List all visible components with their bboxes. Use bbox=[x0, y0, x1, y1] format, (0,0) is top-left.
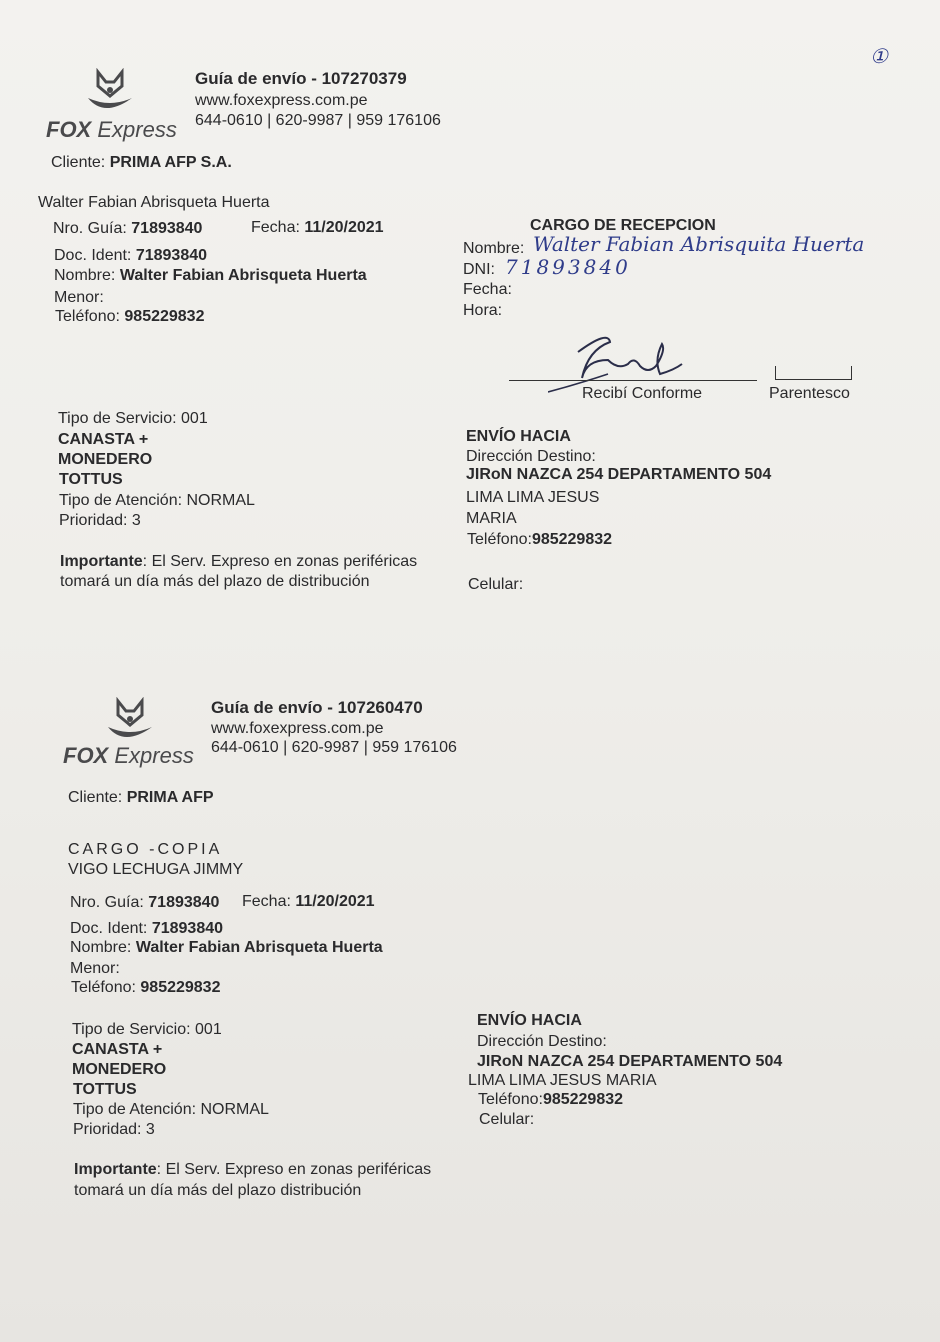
cargo-recepcion-title: CARGO DE RECEPCION bbox=[530, 217, 716, 234]
fox-logo-icon bbox=[104, 697, 156, 747]
telefono: Teléfono: 985229832 bbox=[55, 308, 205, 325]
cargo-copia: CARGO -COPIA bbox=[68, 841, 223, 858]
service-line-3: TOTTUS bbox=[73, 1081, 137, 1098]
parentesco-tick-right bbox=[851, 366, 852, 380]
cargo-nombre-label: Nombre: bbox=[463, 240, 525, 257]
envio-telefono: Teléfono:985229832 bbox=[467, 531, 613, 548]
direccion-label: Dirección Destino: bbox=[477, 1033, 607, 1050]
guide-title: Guía de envío - 107270379 bbox=[195, 69, 407, 88]
fox-logo-icon bbox=[84, 68, 136, 118]
fox-express-logo-text: FOX Express bbox=[63, 743, 194, 768]
phone-numbers: 644-0610 | 620-9987 | 959 176106 bbox=[211, 739, 457, 756]
fox-express-logo-text: FOX Express bbox=[46, 117, 177, 142]
recibi-conforme: Recibí Conforme bbox=[582, 385, 703, 402]
doc-ident: Doc. Ident: 71893840 bbox=[70, 920, 224, 937]
envio-hacia-title: ENVÍO HACIA bbox=[477, 1012, 582, 1029]
direccion-line-1: JIRoN NAZCA 254 DEPARTAMENTO 504 bbox=[466, 466, 772, 483]
parentesco-line bbox=[775, 379, 852, 380]
importante-line-1: Importante: El Serv. Expreso en zonas periféricas bbox=[60, 553, 418, 570]
parentesco: Parentesco bbox=[769, 385, 850, 402]
direccion-label: Dirección Destino: bbox=[466, 448, 596, 465]
fecha: Fecha: 11/20/2021 bbox=[251, 219, 384, 236]
service-line-1: CANASTA + bbox=[58, 431, 149, 448]
fecha: Fecha: 11/20/2021 bbox=[242, 893, 375, 910]
cargo-fecha-label: Fecha: bbox=[463, 281, 512, 298]
service-line-3: TOTTUS bbox=[59, 471, 123, 488]
handwritten-dni: 71893840 bbox=[505, 255, 631, 279]
page-number-mark: ① bbox=[870, 44, 888, 68]
cargo-hora-label: Hora: bbox=[463, 302, 503, 319]
signature-line bbox=[509, 380, 757, 381]
menor: Menor: bbox=[54, 289, 104, 306]
cliente-line: Cliente: PRIMA AFP bbox=[68, 789, 214, 806]
telefono: Teléfono: 985229832 bbox=[71, 979, 221, 996]
direccion-line-2: LIMA LIMA JESUS MARIA bbox=[468, 1072, 657, 1089]
person-name: Walter Fabian Abrisqueta Huerta bbox=[38, 194, 270, 211]
tipo-servicio: Tipo de Servicio: 001 bbox=[58, 410, 208, 427]
prioridad: Prioridad: 3 bbox=[73, 1121, 155, 1138]
envio-hacia-title: ENVÍO HACIA bbox=[466, 428, 571, 445]
importante-line-1: Importante: El Serv. Expreso en zonas periféricas bbox=[74, 1161, 432, 1178]
service-line-1: CANASTA + bbox=[72, 1041, 163, 1058]
service-line-2: MONEDERO bbox=[58, 451, 153, 468]
direccion-line-2: LIMA LIMA JESUS bbox=[466, 489, 600, 506]
parentesco-tick-left bbox=[775, 366, 776, 380]
direccion-line-1: JIRoN NAZCA 254 DEPARTAMENTO 504 bbox=[477, 1053, 783, 1070]
celular: Celular: bbox=[479, 1111, 535, 1128]
service-line-2: MONEDERO bbox=[72, 1061, 167, 1078]
importante-line-2: tomará un día más del plazo de distribución bbox=[60, 573, 370, 590]
nombre: Nombre: Walter Fabian Abrisqueta Huerta bbox=[54, 267, 367, 284]
cargo-dni-label: DNI: bbox=[463, 261, 495, 278]
nombre: Nombre: Walter Fabian Abrisqueta Huerta bbox=[70, 939, 383, 956]
cliente-line: Cliente: PRIMA AFP S.A. bbox=[51, 154, 232, 171]
person-name: VIGO LECHUGA JIMMY bbox=[68, 861, 244, 878]
direccion-line-3: MARIA bbox=[466, 510, 517, 527]
guide-title: Guía de envío - 107260470 bbox=[211, 698, 423, 717]
menor: Menor: bbox=[70, 960, 120, 977]
tipo-atencion: Tipo de Atención: NORMAL bbox=[73, 1101, 269, 1118]
website: www.foxexpress.com.pe bbox=[195, 92, 368, 109]
nro-guia: Nro. Guía: 71893840 bbox=[70, 894, 220, 911]
envio-telefono: Teléfono:985229832 bbox=[478, 1091, 624, 1108]
importante-line-2: tomará un día más del plazo distribución bbox=[74, 1182, 362, 1199]
tipo-servicio: Tipo de Servicio: 001 bbox=[72, 1021, 222, 1038]
phone-numbers: 644-0610 | 620-9987 | 959 176106 bbox=[195, 112, 441, 129]
celular: Celular: bbox=[468, 576, 524, 593]
nro-guia: Nro. Guía: 71893840 bbox=[53, 220, 203, 237]
handwritten-name: Walter Fabian Abrisquita Huerta bbox=[533, 232, 865, 256]
tipo-atencion: Tipo de Atención: NORMAL bbox=[59, 492, 255, 509]
website: www.foxexpress.com.pe bbox=[211, 720, 384, 737]
doc-ident: Doc. Ident: 71893840 bbox=[54, 247, 208, 264]
prioridad: Prioridad: 3 bbox=[59, 512, 141, 529]
